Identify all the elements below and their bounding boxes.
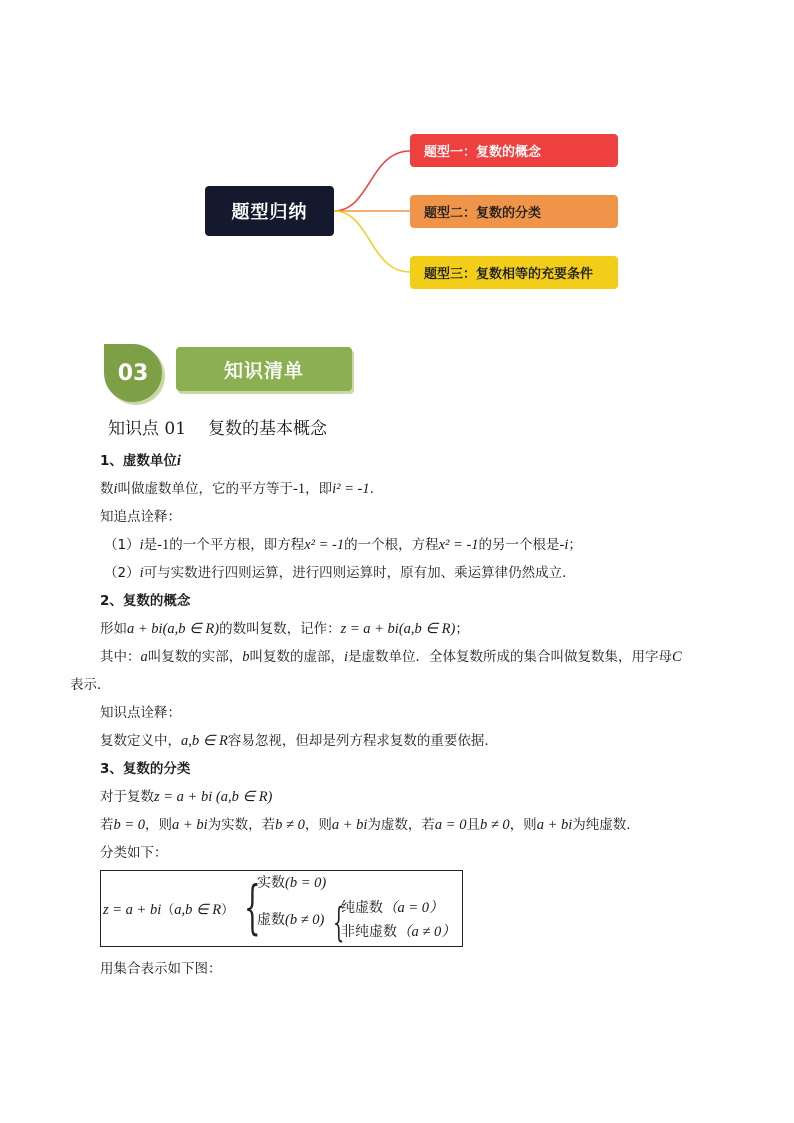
m: i xyxy=(139,537,144,553)
t: 的数叫复数，记作： xyxy=(219,621,341,637)
m: i² = -1 xyxy=(332,481,370,497)
m: i xyxy=(113,481,118,497)
m: C xyxy=(672,649,682,665)
section-title: 知识清单 xyxy=(176,347,352,391)
t: 是 xyxy=(143,537,158,553)
m: i xyxy=(344,649,349,665)
m: b = 0 xyxy=(113,817,146,833)
t: 若 xyxy=(100,817,114,833)
section-number-badge: 03 xyxy=(104,344,162,402)
p1-note-label: 知追点诠释： xyxy=(100,509,181,525)
p1-heading-var: i xyxy=(176,453,181,469)
t: 形如 xyxy=(100,621,127,637)
cls-real xyxy=(257,874,326,892)
t: 且 xyxy=(466,817,480,833)
mindmap-branch-3: 题型三：复数相等的充要条件 xyxy=(410,256,618,289)
t: ； xyxy=(568,537,582,553)
m: x² = -1 xyxy=(304,537,345,553)
m: （a ≠ 0） xyxy=(397,924,456,940)
p1-note-2 xyxy=(104,564,576,582)
outer-brace: { xyxy=(244,873,261,941)
t: ； xyxy=(455,621,469,637)
p1-heading-text: 1、虚数单位 xyxy=(100,453,177,469)
m: a + bi xyxy=(536,817,573,833)
m: b ≠ 0 xyxy=(275,817,305,833)
t: （ xyxy=(161,903,175,918)
m: -1 xyxy=(157,537,170,553)
t: 的一个平方根，即方程 xyxy=(169,537,305,553)
p2-sentence-1 xyxy=(100,620,469,638)
m: x² = -1 xyxy=(438,537,479,553)
p2-heading: 2、复数的概念 xyxy=(100,593,191,609)
cls-nonpure xyxy=(341,923,456,941)
m: a + bi xyxy=(172,817,208,833)
t: 叫复数的实部， xyxy=(147,649,243,665)
m: a,b ∈ R xyxy=(181,733,228,749)
kp-name: 复数的基本概念 xyxy=(208,419,328,439)
t: ，则 xyxy=(145,817,173,833)
t: 纯虚数 xyxy=(341,900,383,916)
p2-sentence-2 xyxy=(100,648,682,666)
p1-note-1 xyxy=(104,536,582,554)
t: 其中： xyxy=(100,649,141,665)
cls-pure xyxy=(341,899,444,917)
m: b ≠ 0 xyxy=(479,817,510,833)
inner-brace: { xyxy=(333,900,345,946)
t: ，即 xyxy=(305,481,333,497)
t: （2） xyxy=(104,565,140,581)
p2-note xyxy=(100,732,498,750)
p1-heading xyxy=(100,452,181,470)
t: 非纯虚数 xyxy=(341,924,397,940)
t: 是虚数单位．全体复数所成的集合叫做复数集，用字母 xyxy=(348,649,673,665)
t: ，则 xyxy=(304,817,332,833)
m: i xyxy=(139,565,144,581)
t: 复数定义中， xyxy=(100,733,181,749)
m: a + bi(a,b ∈ R) xyxy=(127,621,220,637)
mindmap-center: 题型归纳 xyxy=(205,186,334,236)
m: a,b ∈ R xyxy=(174,902,222,918)
t: 的一个根，方程 xyxy=(344,537,439,553)
kp-label: 知识点 01 xyxy=(108,419,187,439)
p3-sentence-1 xyxy=(100,788,272,806)
cls-imag xyxy=(257,911,324,929)
t: ，则 xyxy=(509,817,537,833)
mindmap-connectors xyxy=(0,0,794,320)
p1-sentence xyxy=(100,480,374,498)
t: 可与实数进行四则运算，进行四则运算时，原有加、乘运算律仍然成立． xyxy=(143,565,576,581)
t: 为虚数，若 xyxy=(367,817,435,833)
m: b xyxy=(242,649,250,665)
m: a + bi xyxy=(331,817,368,833)
t: 容易忽视，但却是列方程求复数的重要依据． xyxy=(227,733,498,749)
m: z = a + bi (a,b ∈ R) xyxy=(154,789,273,805)
p3-heading: 3、复数的分类 xyxy=(100,761,191,777)
m: (b ≠ 0) xyxy=(285,912,325,928)
m: a = 0 xyxy=(434,817,467,833)
classification-box xyxy=(100,870,463,947)
p2-sentence-3: 表示． xyxy=(70,677,111,693)
cls-lhs xyxy=(103,901,234,920)
t: . xyxy=(369,481,374,497)
m: z = a + bi xyxy=(103,902,162,918)
t: 对于复数 xyxy=(100,789,154,805)
m: （a = 0） xyxy=(383,900,444,916)
p2-note-label: 知识点诠释： xyxy=(100,705,181,721)
t: 叫做虚数单位，它的平方等于 xyxy=(117,481,294,497)
p3-sentence-4: 用集合表示如下图： xyxy=(100,961,222,977)
t: 实数 xyxy=(257,875,285,891)
p3-sentence-3: 分类如下： xyxy=(100,845,168,861)
mindmap-branch-2: 题型二：复数的分类 xyxy=(410,195,618,228)
t: 为实数，若 xyxy=(207,817,276,833)
m: -i xyxy=(559,537,569,553)
p3-sentence-2 xyxy=(100,816,640,834)
m: (b = 0) xyxy=(285,875,327,891)
t: 的另一个根是 xyxy=(478,537,560,553)
knowledge-point-title xyxy=(108,414,327,439)
m: -1 xyxy=(293,481,306,497)
m: a xyxy=(140,649,148,665)
t: ） xyxy=(221,903,235,918)
t: 叫复数的虚部， xyxy=(249,649,344,665)
t: 为纯虚数． xyxy=(572,817,640,833)
t: 数 xyxy=(100,481,114,497)
t: （1） xyxy=(104,537,140,553)
t: 虚数 xyxy=(257,912,285,928)
mindmap-branch-1: 题型一：复数的概念 xyxy=(410,134,618,167)
m: z = a + bi(a,b ∈ R) xyxy=(340,621,456,637)
